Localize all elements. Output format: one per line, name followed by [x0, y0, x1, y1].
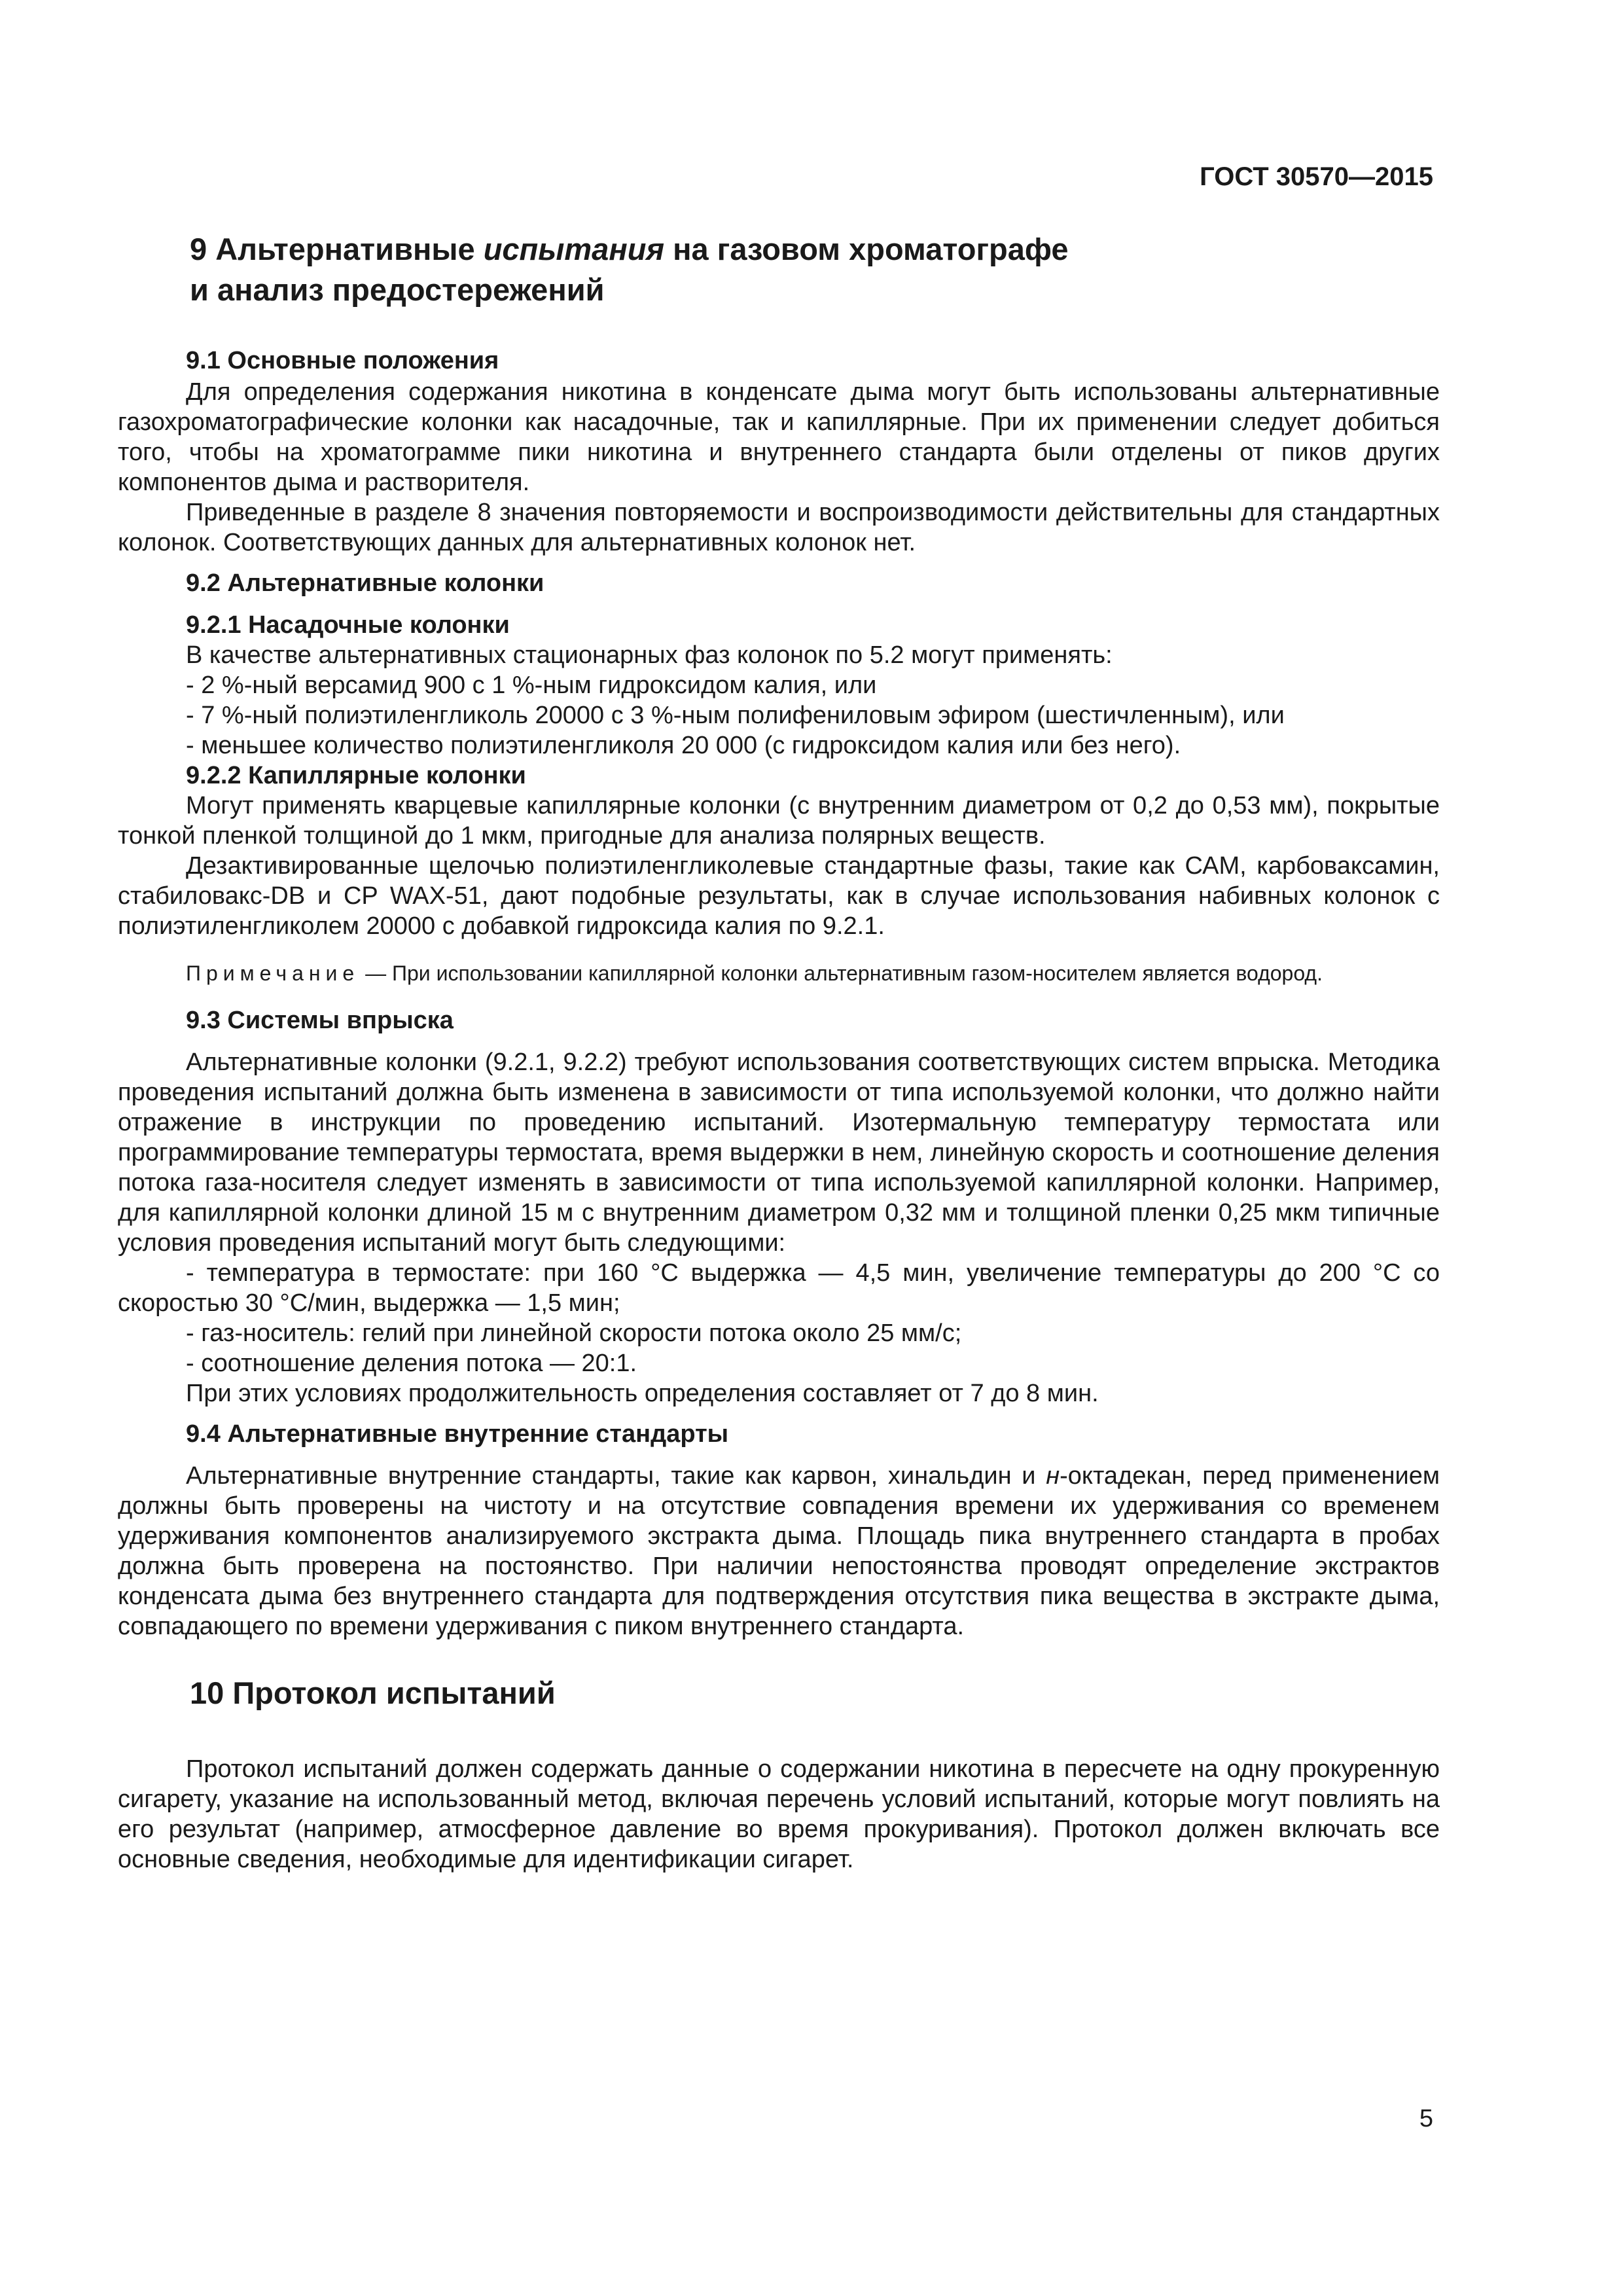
note-label: Примечание	[186, 961, 360, 985]
section-9-4-text-pre: Альтернативные внутренние стандарты, такие как карвон, хинальдин и	[186, 1462, 1046, 1490]
section-9-heading	[190, 229, 1440, 310]
note-text: — При использовании капиллярной колонки альтернативным газом-носителем является водород.	[359, 961, 1323, 985]
section-9-2-2-heading: 9.2.2 Капиллярные колонки	[186, 762, 526, 789]
section-9-3-heading: 9.3 Системы впрыска	[186, 1007, 454, 1034]
page-number: 5	[1419, 2105, 1433, 2132]
list-item: - меньшее количество полиэтиленгликоля 20 000 (с гидроксидом калия или без него).	[186, 732, 1181, 759]
list-item: - температура в термостате: при 160 °С выдержка — 4,5 мин, увеличение температуры до 200 °С со скоростью 30 °С/мин, выдержка — 1,5 мин;	[118, 1259, 1440, 1317]
section-9-2-2-paragraph-2: Дезактивированные щелочью полиэтиленгликолевые стандартные фазы, такие как САМ, карбоваксамин, стабиловакс-DB и CP WAX-51, дают подобные результаты, как в случае использования набивных колонок с полиэтиленгликолем 20000 с добавкой гидроксида калия по 9.2.1.	[118, 852, 1440, 940]
section-9-title-em: испытания	[483, 232, 665, 266]
section-9-2-1-heading: 9.2.1 Насадочные колонки	[186, 611, 510, 639]
page-content	[118, 229, 1440, 1874]
section-9-3-paragraph-1: Альтернативные колонки (9.2.1, 9.2.2) требуют использования соответствующих систем впрыска. Методика проведения испытаний должна быть изменена в зависимости от типа используемой колонки, что должно найти отражение в инструкции по проведению испытаний. Изотермальную температуру термостата или программирование температуры термостата, время выдержки в нем, линейную скорость и соотношение деления потока газа-носителя следует изменять в зависимости от типа используемой капиллярной колонки. Например, для капиллярной колонки длиной 15 м с внутренним диаметром 0,32 мм и толщиной пленки 0,25 мкм типичные условия проведения испытаний могут быть следующими:	[118, 1049, 1440, 1257]
section-9-1-paragraph-1: Для определения содержания никотина в конденсате дыма могут быть использованы альтернативные газохроматографические колонки как насадочные, так и капиллярные. При их применении следует добиться того, чтобы на хроматограмме пики никотина и внутреннего стандарта были отделены от пиков других компонентов дыма и растворителя.	[118, 378, 1440, 496]
section-9-4-paragraph	[118, 1461, 1440, 1641]
section-9-4-text-post: -октадекан, перед применением должны быть проверены на чистоту и на отсутствие совпадения времени их удерживания со временем удерживания компонентов анализируемого экстракта дыма. Площадь пика внутреннего стандарта в пробах должна быть проверена на постоянство. При наличии непостоянства проводят определение экстрактов конденсата дыма без внутреннего стандарта для подтверждения отсутствия пика вещества в экстракте дыма, совпадающего по времени удерживания с пиком внутреннего стандарта.	[118, 1462, 1440, 1640]
section-10-paragraph: Протокол испытаний должен содержать данные о содержании никотина в пересчете на одну прокуренную сигарету, указание на использованный метод, включая перечень условий испытаний, которые могут повлиять на его результат (например, атмосферное давление во время прокуривания). Протокол должен включать все основные сведения, необходимые для идентификации сигарет.	[118, 1755, 1440, 1873]
section-9-2-1-intro: В качестве альтернативных стационарных фаз колонок по 5.2 могут применять:	[186, 641, 1113, 669]
section-9-title-post: на газовом хроматографе	[664, 232, 1069, 266]
list-item: - 7 %-ный полиэтиленгликоль 20000 с 3 %-ным полифениловым эфиром (шестичленным), или	[186, 702, 1285, 729]
list-item: - газ-носитель: гелий при линейной скорости потока около 25 мм/с;	[186, 1319, 962, 1347]
list-item: - 2 %-ный версамид 900 с 1 %-ным гидроксидом калия, или	[186, 672, 877, 699]
section-10-heading: 10 Протокол испытаний	[190, 1676, 556, 1710]
section-9-title-line2: и анализ предостережений	[190, 272, 605, 307]
standard-number: ГОСТ 30570—2015	[1200, 162, 1433, 191]
section-9-2-heading: 9.2 Альтернативные колонки	[186, 569, 544, 597]
note	[118, 960, 1440, 987]
section-9-4-text-em: н	[1046, 1462, 1060, 1490]
section-9-2-2-paragraph-1: Могут применять кварцевые капиллярные колонки (с внутренним диаметром от 0,2 до 0,53 мм), покрытые тонкой пленкой толщиной до 1 мкм, пригодные для анализа полярных веществ.	[118, 792, 1440, 850]
section-9-1-heading: 9.1 Основные положения	[186, 347, 499, 374]
section-9-4-heading: 9.4 Альтернативные внутренние стандарты	[186, 1420, 729, 1448]
section-9-3-paragraph-2: При этих условиях продолжительность определения составляет от 7 до 8 мин.	[186, 1380, 1099, 1407]
list-item: - соотношение деления потока — 20:1.	[186, 1350, 637, 1377]
section-9-1-paragraph-2: Приведенные в разделе 8 значения повторяемости и воспроизводимости действительны для стандартных колонок. Соответствующих данных для альтернативных колонок нет.	[118, 499, 1440, 556]
section-9-title-pre: 9 Альтернативные	[190, 232, 484, 266]
